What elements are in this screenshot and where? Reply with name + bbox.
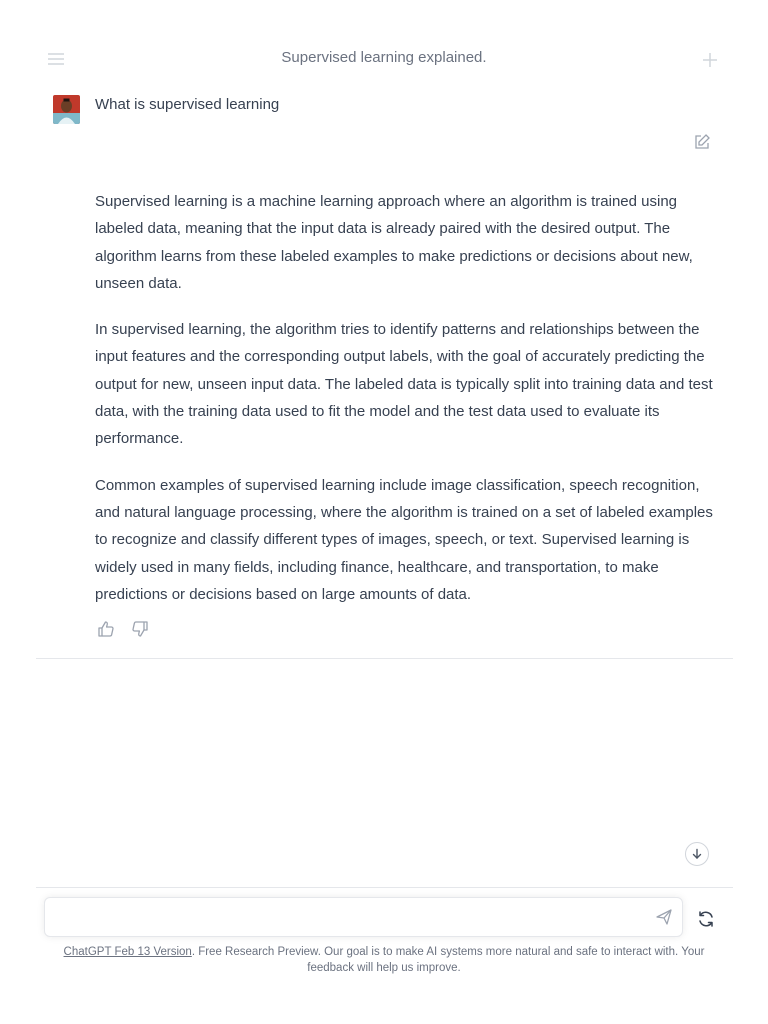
avatar <box>53 95 80 124</box>
arrow-down-icon[interactable] <box>685 842 709 866</box>
message-input[interactable] <box>57 908 637 928</box>
assistant-paragraph: In supervised learning, the algorithm tries to identify patterns and relationships between the input features and the corresponding output labels, with the goal of accurately predicting the output for new, unseen input data. The labeled data is typically split into training data and test data, with the training data used to fit the model and the test data used to evaluate its performance. <box>95 321 713 448</box>
footer-disclaimer <box>44 944 724 976</box>
send-icon[interactable] <box>655 908 673 926</box>
assistant-message <box>95 188 720 627</box>
divider <box>36 658 733 659</box>
thumbs-down-icon[interactable] <box>131 620 149 638</box>
version-link[interactable]: ChatGPT Feb 13 Version <box>63 946 192 958</box>
assistant-paragraph: Common examples of supervised learning include image classification, speech recognition, and natural language processing, where the algorithm is trained on a set of labeled examples to recognize and classify different types of images, speech, or text. Supervised learning is widely used in many fields, including finance, healthcare, and transportation, to make predictions or decisions based on large amounts of data. <box>95 476 713 603</box>
message-composer <box>44 897 683 937</box>
plus-icon[interactable] <box>700 50 720 70</box>
assistant-paragraph: Supervised learning is a machine learning approach where an algorithm is trained using labeled data, meaning that the input data is already paired with the desired output. The algorithm learns from these labeled examples to make predictions or decisions about new, unseen data. <box>95 193 693 292</box>
refresh-icon[interactable] <box>696 909 716 929</box>
top-bar <box>0 36 768 82</box>
thumbs-up-icon[interactable] <box>97 620 115 638</box>
divider <box>36 887 733 888</box>
user-message <box>0 88 768 162</box>
user-message-text: What is supervised learning <box>95 96 280 113</box>
edit-icon[interactable] <box>693 133 711 151</box>
conversation-title: Supervised learning explained. <box>281 49 487 66</box>
feedback-controls <box>97 620 149 640</box>
footer-text: . Free Research Preview. Our goal is to make AI systems more natural and safe to interact with. Your feedback will help us improve. <box>191 946 705 974</box>
